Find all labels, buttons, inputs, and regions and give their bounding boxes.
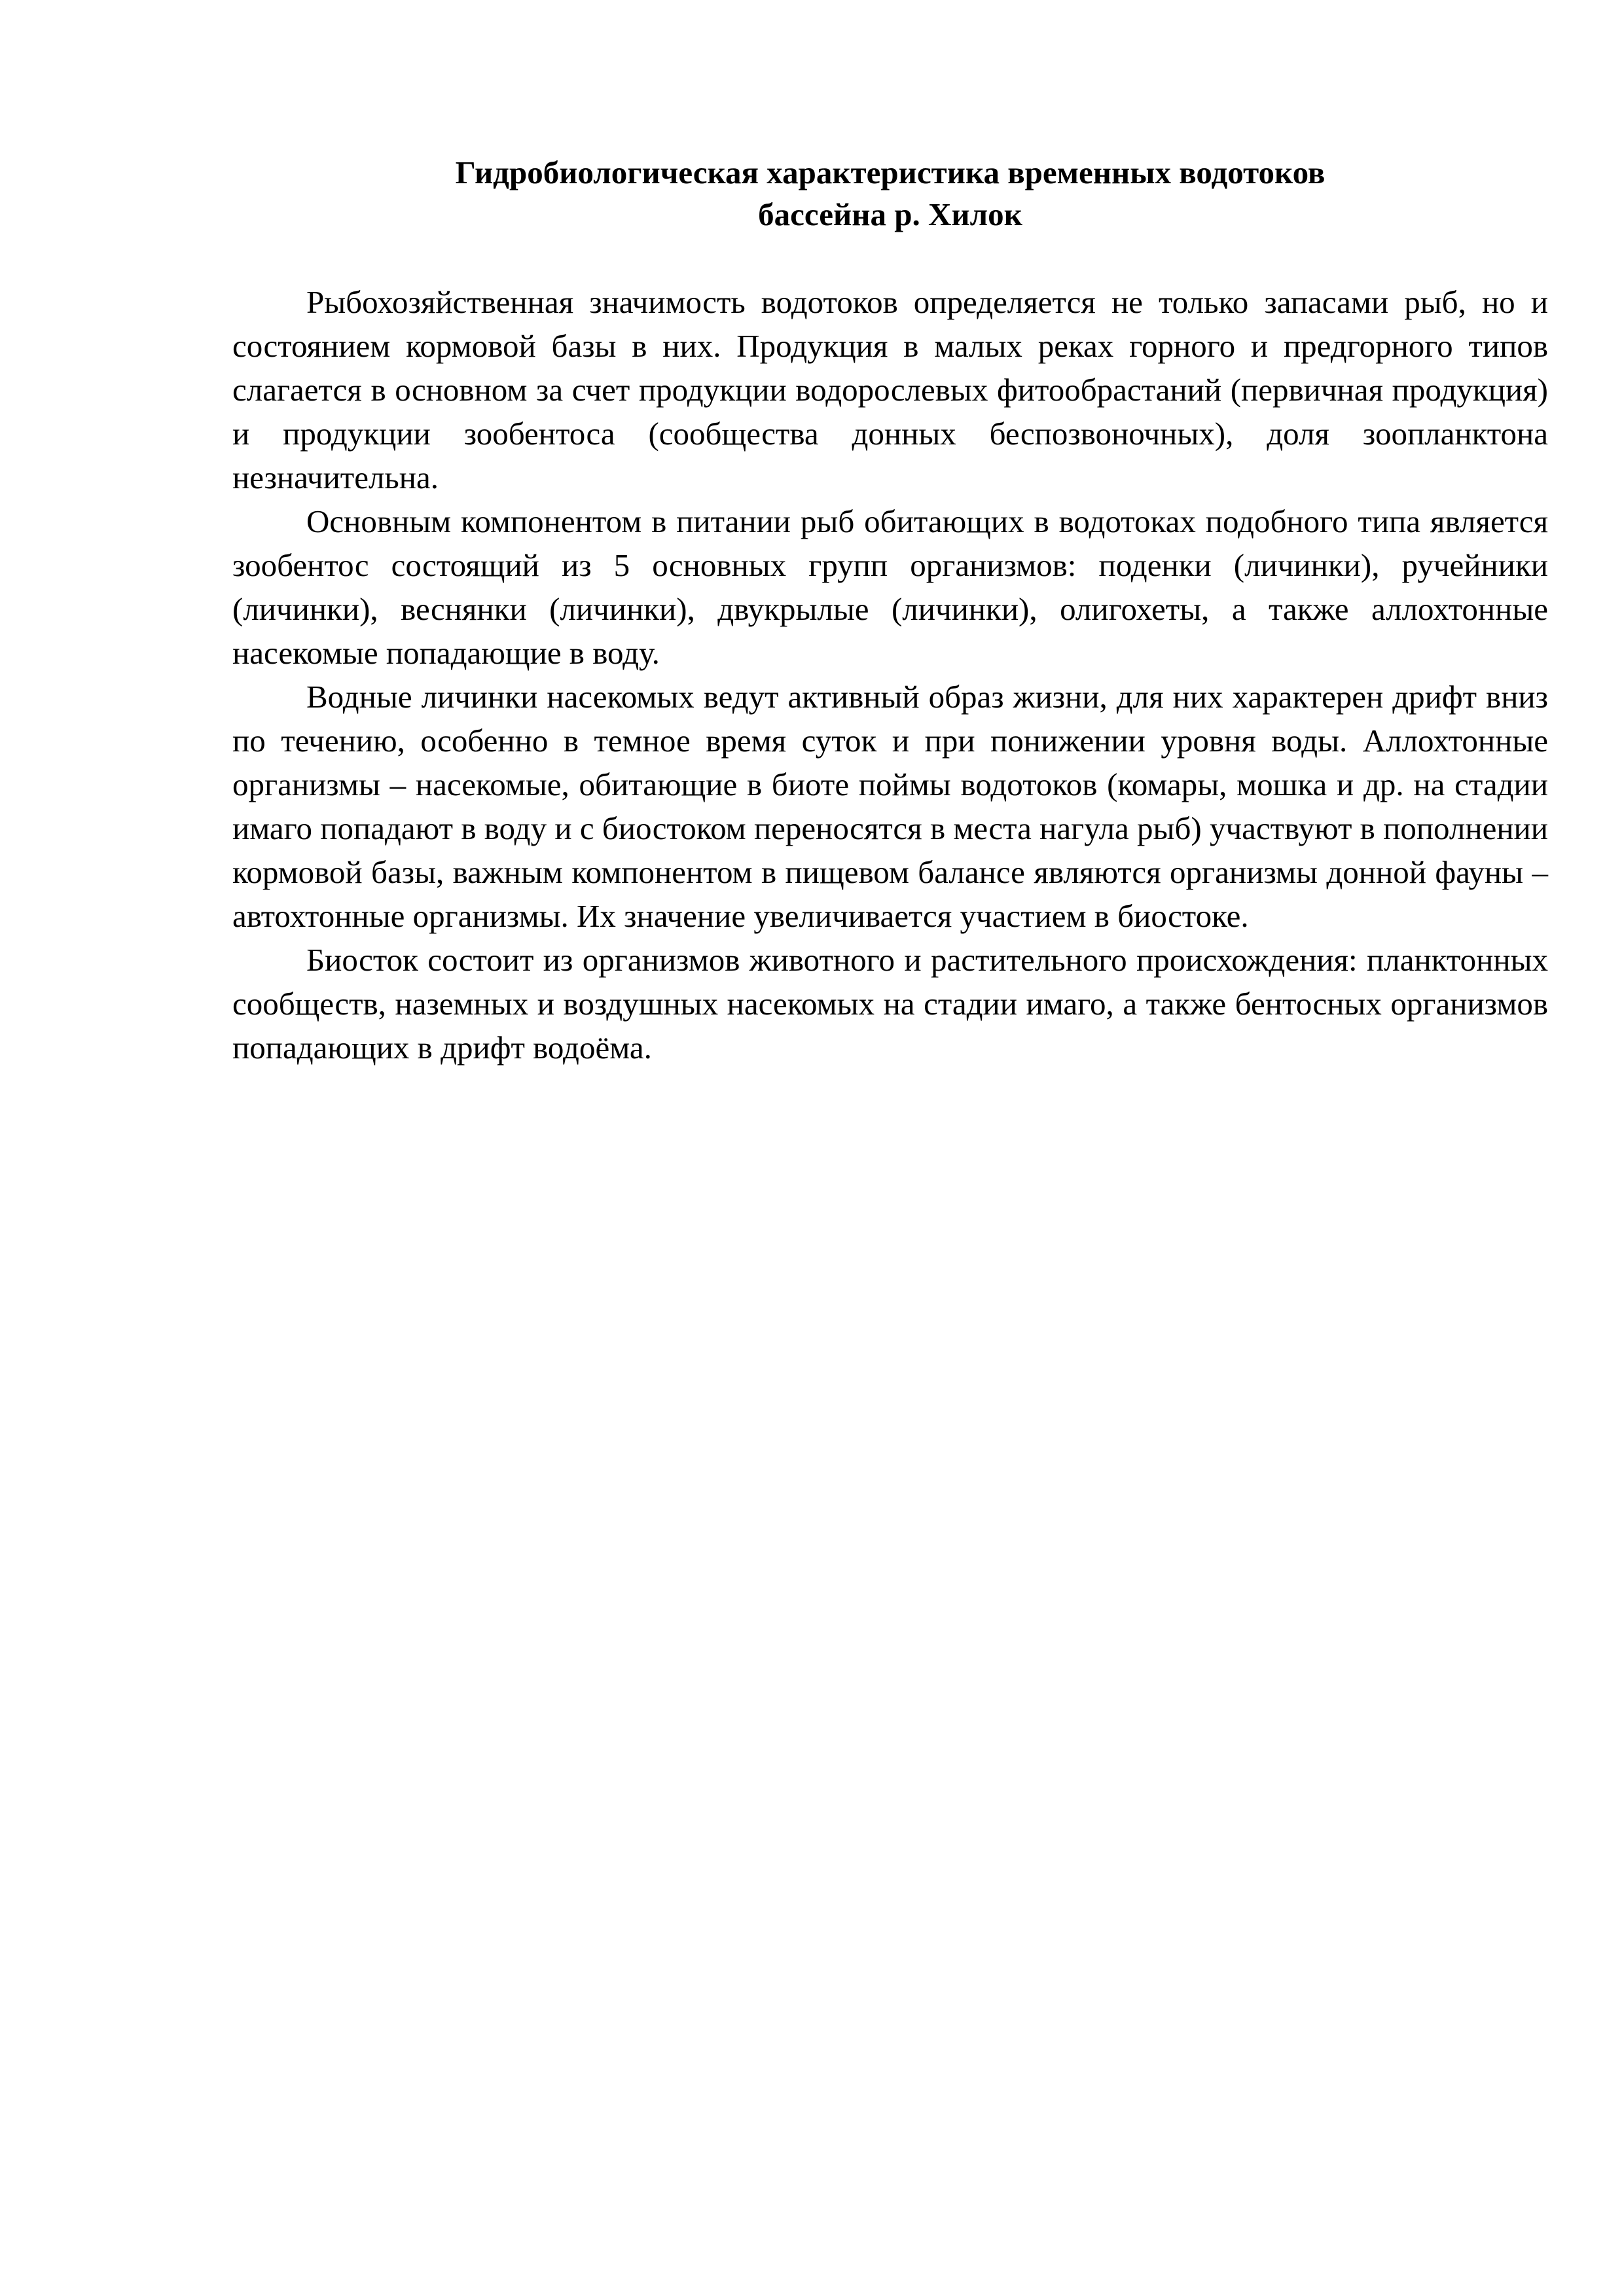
document-body bbox=[232, 280, 1548, 1069]
title-line-2: бассейна р. Хилок bbox=[758, 196, 1022, 232]
paragraph-2: Основным компонентом в питании рыб обитающих в водотоках подобного типа является зообентос состоящий из 5 основных групп организмов: поденки (личинки), ручейники (личинки), веснянки (личинки), двукрылые (личинки), олигохеты, а также аллохтонные насекомые попадающие в воду. bbox=[232, 503, 1548, 671]
document-content bbox=[232, 152, 1548, 1069]
document-title bbox=[232, 152, 1548, 236]
paragraph-4: Биосток состоит из организмов животного и растительного происхождения: планктонных сообществ, наземных и воздушных насекомых на стадии имаго, а также бентосных организмов попадающих в дрифт водоёма. bbox=[232, 942, 1548, 1066]
title-line-1: Гидробиологическая характеристика временных водотоков bbox=[455, 154, 1326, 190]
paragraph-3: Водные личинки насекомых ведут активный образ жизни, для них характерен дрифт вниз по течению, особенно в темное время суток и при понижении уровня воды. Аллохтонные организмы – насекомые, обитающие в биоте поймы водотоков (комары, мошка и др. на стадии имаго попадают в воду и с биостоком переносятся в места нагула рыб) участвуют в пополнении кормовой базы, важным компонентом в пищевом балансе являются организмы донной фауны – автохтонные организмы. Их значение увеличивается участием в биостоке. bbox=[232, 679, 1548, 934]
paragraph-1: Рыбохозяйственная значимость водотоков определяется не только запасами рыб, но и состоянием кормовой базы в них. Продукция в малых реках горного и предгорного типов слагается в основном за счет продукции водорослевых фитообрастаний (первичная продукция) и продукции зообентоса (сообщества донных беспозвоночных), доля зоопланктона незначительна. bbox=[232, 284, 1548, 495]
